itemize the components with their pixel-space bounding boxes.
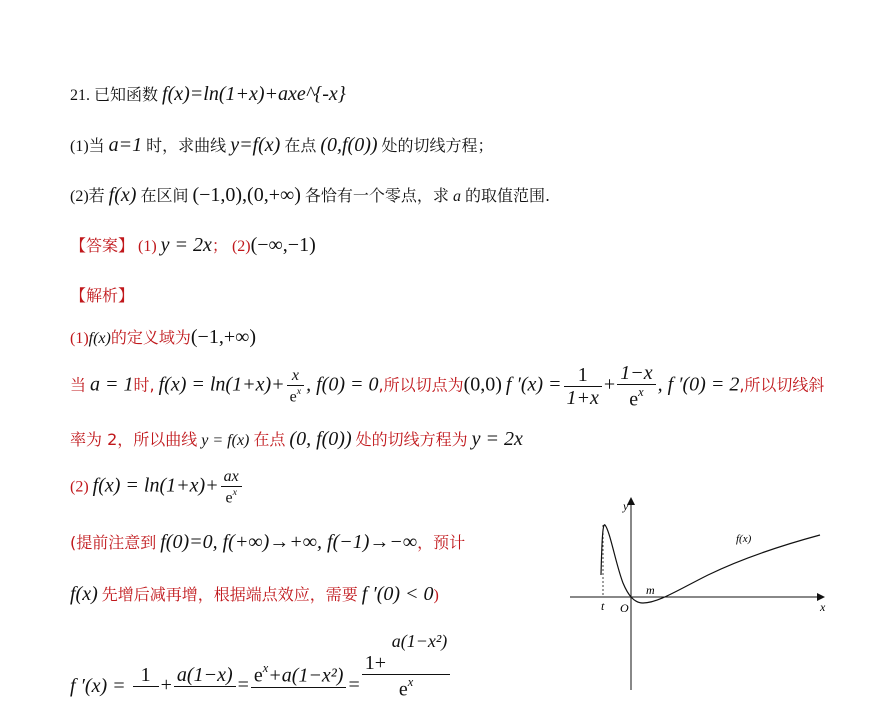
l3-text-c: 处的切线方程为 [355,430,468,449]
part2-fx: f(x) [108,184,137,206]
l2-plus: + [603,373,616,396]
l2-frac2-num: 1 [577,363,588,386]
problem-line-2 [70,133,494,157]
part1-condition: a=1 [108,134,143,156]
m-label: m [646,583,655,597]
l3-text-b: 在点 [253,430,286,449]
statement-text: 已知函数 [94,85,159,104]
l3-point: (0, f(0)) [289,428,352,450]
part2-label: (2) [70,188,89,205]
t-label: t [601,599,605,613]
part1-text-b: 时，求曲线 [146,136,227,155]
l7-eq-2: = [348,674,360,697]
analysis-line-4 [70,468,244,507]
l3-curve: y = f(x) [201,432,250,449]
analysis-label: 【解析】 [70,286,135,305]
l5-expr: f(0)=0, f(+∞)→+∞, f(−1)→−∞ [160,531,418,553]
l2-frac1-den-sup: x [296,385,302,397]
l2-text-a: 当 [70,375,87,395]
l2-frac3-num: 1−x [620,362,653,384]
part2-var: a [452,188,461,205]
l2-text-d: ,所以切线斜 [739,375,825,395]
l2-fx-lhs: f(x) = ln(1+x)+ [158,373,285,396]
part1-text-d: 处的切线方程； [381,136,494,155]
l1-label: (1) [70,330,89,347]
l2-frac-2 [564,364,602,410]
l2-frac1-den: e [289,387,297,405]
analysis-line-7 [70,632,452,702]
l7-frac-2 [174,664,236,702]
l4-den: e [225,489,233,507]
answer-line [70,233,316,257]
function-curve [601,525,820,603]
l7-plus: + [160,674,172,697]
problem-number: 21. [70,87,90,104]
l7-lhs: f ′(x) = [70,675,126,698]
part2-text-c: 各恰有一个零点，求 [304,186,449,205]
answer-p1-label: (1) [138,238,157,255]
l2-frac-3 [617,362,655,411]
l2-text-b: 时, [133,375,155,395]
l1-text: 的定义域为 [110,328,191,347]
part1-point: (0,f(0)) [320,134,378,156]
analysis-line-3 [70,427,523,451]
l6-text: 先增后减再增，根据端点效应，需要 [101,585,358,604]
part2-text-d: 的取值范围. [464,186,551,205]
l4-lhs: f(x) = ln(1+x)+ [92,474,219,497]
analysis-line-5 [70,530,465,554]
l1-domain: (−1,+∞) [190,326,257,348]
part2-intervals: (−1,0),(0,+∞) [192,184,301,206]
l2-frac1-num: x [291,366,299,384]
l2-frac3-den: e [629,388,639,411]
answer-p1-value: y = 2x [160,234,212,256]
l3-result: y = 2x [471,428,523,450]
function-definition: f(x)=ln(1+x)+axe^{-x} [162,83,346,105]
l2-frac2-den: 1+x [564,386,602,410]
l2-fp0: , f ′(0) = 2 [657,373,740,396]
answer-label: 【答案】 [70,236,135,255]
answer-sep: ； [211,236,228,255]
l7-f3-num: e [253,664,263,687]
answer-p2-label: (2) [231,238,251,255]
l7-f4-den: e [398,678,408,701]
l2-frac3-den-sup: x [638,385,644,399]
part2-text-b: 在区间 [140,186,189,205]
l7-f4-den-sup: x [407,674,414,689]
problem-line-1 [70,82,346,106]
l1-fx: f(x) [88,330,111,347]
l6-fx: f(x) [70,583,98,605]
y-axis-label: y [623,499,629,513]
part1-text-c: 在点 [284,136,317,155]
l2-fprime-lhs: f ′(x) = [505,373,562,396]
l7-f1-num: 1 [140,663,151,686]
l6-cond: f ′(0) < 0 [361,583,434,605]
analysis-line-1 [70,325,256,349]
l2-f0: , f(0) = 0 [306,373,379,396]
l7-f2-num: a(1−x) [176,663,233,686]
x-axis-label: x [820,600,826,614]
l7-f3-num-rest: +a(1−x²) [268,664,344,687]
part1-curve: y=f(x) [230,134,281,156]
l4-den-sup: x [232,486,237,498]
origin-label: O [620,601,629,615]
l2-frac-1 [287,367,305,406]
l7-frac-1 [133,664,159,702]
analysis-line-6 [70,582,439,606]
l4-num: ax [223,468,239,485]
l2-text-c: ,所以切点为 [378,375,464,395]
l7-f4-num-a: a(1−x²) [391,632,448,651]
l2-point: (0,0) [463,373,502,396]
part2-text-a: 若 [88,186,105,205]
curve-label: f(x) [736,533,752,545]
l5-text-a: (提前注意到 [70,533,157,552]
problem-line-3 [70,183,550,207]
l5-text-b: ，预计 [417,533,466,552]
analysis-line-2 [70,362,824,411]
l7-frac-4 [362,632,451,701]
l6-close: ) [433,587,439,604]
part1-label: (1) [70,138,89,155]
l7-frac-3 [251,662,347,702]
l7-f3-num-sup: x [262,661,269,676]
function-graph [568,495,833,690]
l4-label: (2) [70,478,89,496]
l2-cond: a = 1 [90,373,134,396]
l3-text-a: 率为 2，所以曲线 [70,430,198,449]
l7-f4-num-b: 1+ [364,651,387,674]
answer-p2-value: (−∞,−1) [250,234,316,256]
part1-text-a: 当 [88,136,105,155]
l4-frac [221,468,242,507]
l7-eq-1: = [237,674,249,697]
